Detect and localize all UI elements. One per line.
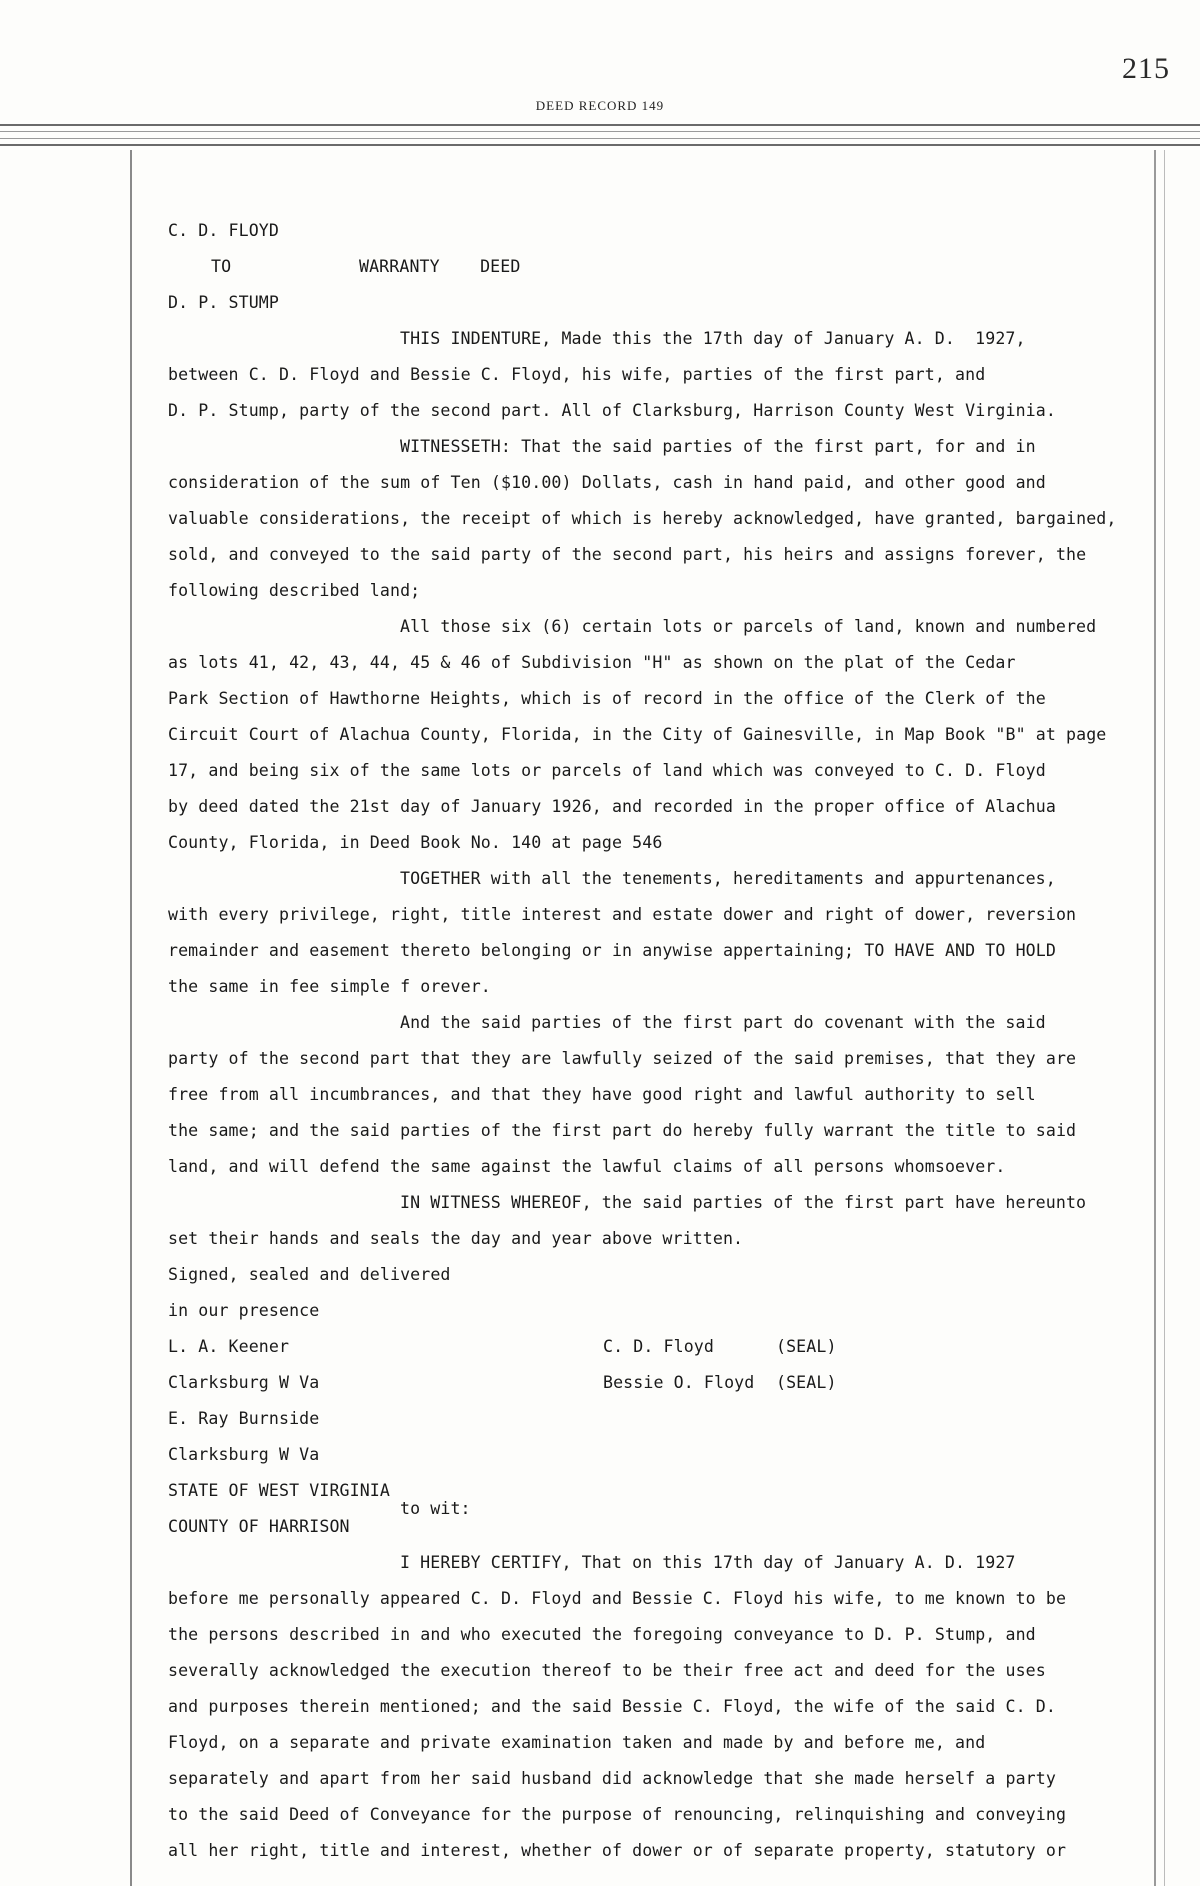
text-line: consideration of the sum of Ten ($10.00) Dollats, cash in hand paid, and other good and <box>168 473 1046 492</box>
deed-type: WARRANTY DEED <box>359 257 521 276</box>
text-line: set their hands and seals the day and year above written. <box>168 1229 744 1248</box>
text-line: Circuit Court of Alachua County, Florida, in the City of Gainesville, in Map Book "B" at page <box>168 725 1107 744</box>
text-line: Floyd, on a separate and private examination taken and made by and before me, and <box>168 1733 986 1752</box>
running-header: DEED RECORD 149 <box>535 98 665 113</box>
text-line: THIS INDENTURE, Made this the 17th day of January A. D. 1927, <box>400 329 1026 348</box>
signer-name: Bessie O. Floyd <box>603 1373 755 1392</box>
text-line: remainder and easement thereto belonging or in anywise appertaining; TO HAVE AND TO HOLD <box>168 941 1056 960</box>
signer-name: C. D. Floyd <box>603 1337 714 1356</box>
grantee-name: D. P. STUMP <box>168 293 279 312</box>
caption-to: TO <box>211 257 232 276</box>
text-line: the same; and the said parties of the first part do hereby fully warrant the title to said <box>168 1121 1077 1140</box>
text-line: WITNESSETH: That the said parties of the first part, for and in <box>400 437 1036 456</box>
witness-place: Clarksburg W Va <box>168 1373 320 1392</box>
seal-mark: (SEAL) <box>776 1373 837 1392</box>
text-line: before me personally appeared C. D. Floyd and Bessie C. Floyd his wife, to me known to be <box>168 1589 1067 1608</box>
text-line: severally acknowledged the execution thereof to be their free act and deed for the uses <box>168 1661 1046 1680</box>
text-line: separately and apart from her said husband did acknowledge that she made herself a party <box>168 1769 1056 1788</box>
text-line: with every privilege, right, title interest and estate dower and right of dower, reversion <box>168 905 1077 924</box>
venue-state: STATE OF WEST VIRGINIA <box>168 1481 390 1500</box>
text-line: and purposes therein mentioned; and the said Bessie C. Floyd, the wife of the said C. D. <box>168 1697 1056 1716</box>
text-line: IN WITNESS WHEREOF, the said parties of the first part have hereunto <box>400 1193 1087 1212</box>
text-line: And the said parties of the first part do covenant with the said <box>400 1013 1046 1032</box>
witness-name: E. Ray Burnside <box>168 1409 320 1428</box>
text-line: as lots 41, 42, 43, 44, 45 & 46 of Subdivision "H" as shown on the plat of the Cedar <box>168 653 1016 672</box>
venue-to-wit: to wit: <box>400 1499 471 1518</box>
text-line: TOGETHER with all the tenements, hereditaments and appurtenances, <box>400 869 1056 888</box>
signed-line: in our presence <box>168 1301 320 1320</box>
page-number: 215 <box>1122 52 1170 85</box>
text-line: I HEREBY CERTIFY, That on this 17th day of January A. D. 1927 <box>400 1553 1016 1572</box>
text-line: to the said Deed of Conveyance for the purpose of renouncing, relinquishing and conveying <box>168 1805 1067 1824</box>
witness-place: Clarksburg W Va <box>168 1445 320 1464</box>
text-line: free from all incumbrances, and that they have good right and lawful authority to sell <box>168 1085 1036 1104</box>
grantor-name: C. D. FLOYD <box>168 221 279 240</box>
signed-line: Signed, sealed and delivered <box>168 1265 451 1284</box>
text-line: 17, and being six of the same lots or parcels of land which was conveyed to C. D. Floyd <box>168 761 1046 780</box>
text-line: the persons described in and who executed the foregoing conveyance to D. P. Stump, and <box>168 1625 1036 1644</box>
text-line: Park Section of Hawthorne Heights, which is of record in the office of the Clerk of the <box>168 689 1046 708</box>
text-line: between C. D. Floyd and Bessie C. Floyd, his wife, parties of the first part, and <box>168 365 986 384</box>
text-line: all her right, title and interest, whether of dower or of separate property, statutory or <box>168 1841 1067 1860</box>
text-line: party of the second part that they are lawfully seized of the said premises, that they are <box>168 1049 1077 1068</box>
text-line: County, Florida, in Deed Book No. 140 at page 546 <box>168 833 663 852</box>
text-line: the same in fee simple f orever. <box>168 977 491 996</box>
text-line: following described land; <box>168 581 421 600</box>
venue-county: COUNTY OF HARRISON <box>168 1517 350 1536</box>
witness-name: L. A. Keener <box>168 1337 290 1356</box>
text-line: D. P. Stump, party of the second part. All of Clarksburg, Harrison County West Virginia. <box>168 401 1056 420</box>
text-line: by deed dated the 21st day of January 1926, and recorded in the proper office of Alachua <box>168 797 1056 816</box>
text-line: sold, and conveyed to the said party of the second part, his heirs and assigns forever, the <box>168 545 1087 564</box>
text-line: land, and will defend the same against the lawful claims of all persons whomsoever. <box>168 1157 1006 1176</box>
text-line: valuable considerations, the receipt of which is hereby acknowledged, have granted, bargained, <box>168 509 1117 528</box>
seal-mark: (SEAL) <box>776 1337 837 1356</box>
text-line: All those six (6) certain lots or parcels of land, known and numbered <box>400 617 1097 636</box>
